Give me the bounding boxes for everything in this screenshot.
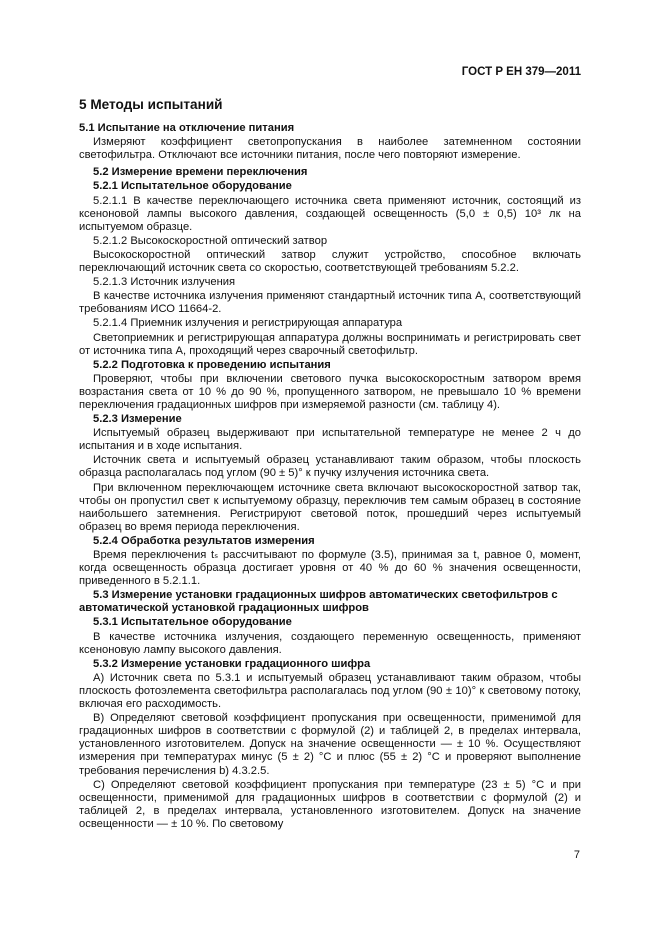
section-5-heading: 5 Методы испытаний [79, 97, 223, 112]
paragraph: Время переключения tₛ рассчитывают по формуле (3.5), принимая за t, равное 0, момент, когда освещенность образца достигает уровня от 40 % до 60 % значения освещенности, приведенного в 5.2.1.1. [79, 549, 581, 588]
paragraph: 5.2.1.1 В качестве переключающего источника света применяют источник, состоящий из ксеноновой лампы высокого давления, создающей освещенность (5,0 ± 0,5) 10³ лк на испытуемом образце. [79, 194, 581, 233]
section-5-2-1-heading: 5.2.1 Испытательное оборудование [93, 180, 292, 193]
standard-header: ГОСТ Р ЕН 379—2011 [461, 66, 581, 78]
paragraph: Высокоскоростной оптический затвор служит устройство, способное включать переключающий источник света со скоростью, соответствующей требованиям 5.2.2. [79, 248, 581, 275]
paragraph: 5.2.1.3 Источник излучения [93, 276, 236, 289]
paragraph: При включенном переключающем источнике света включают высокоскоростной затвор так, чтобы он пропустил свет к испытуемому образцу, переключив тем самым образец в состояние наибольшего затемнения. Регистрируют световой поток, прошедший через испытуемый образец во время периода переключения. [79, 481, 581, 533]
page-content [79, 98, 581, 832]
page-number: 7 [573, 849, 580, 861]
section-5-2-3-heading: 5.2.3 Измерение [93, 413, 182, 426]
paragraph: Светоприемник и регистрирующая аппаратура должны воспринимать и регистрировать свет от источника типа А, проходящий через сварочный светофильтр. [79, 331, 581, 357]
paragraph: 5.2.1.4 Приемник излучения и регистрирующая аппаратура [93, 317, 403, 330]
section-5-3-2-heading: 5.3.2 Измерение установки градационного шифра [93, 657, 371, 670]
section-5-3-heading: 5.3 Измерение установки градационных шифров автоматических светофильтров с автоматической установкой градационных шифров [79, 589, 558, 615]
paragraph: А) Источник света по 5.3.1 и испытуемый образец устанавливают таким образом, чтобы плоскость фотоэлемента светофильтра располагалась под углом (90 ± 10)° к световому потоку, включая его расходимость. [79, 671, 581, 711]
paragraph: С) Определяют световой коэффициент пропускания при температуре (23 ± 5) °С и при освещенности, применимой для градационных шифров в соответствии с формулой (2) и таблицей 2, в пределах интервала, установленного изготовителем. Допуск на значение освещенности — ± 10 %. По световому [79, 778, 581, 830]
section-5-3-1-heading: 5.3.1 Испытательное оборудование [93, 616, 292, 629]
paragraph: Измеряют коэффициент светопропускания в наиболее затемненном состоянии светофильтра. Отключают все источники питания, после чего повторяют измерение. [79, 136, 581, 162]
paragraph: Испытуемый образец выдерживают при испытательной температуре не менее 2 ч до испытания и в ходе испытания. [79, 427, 581, 453]
section-5-2-heading: 5.2 Измерение времени переключения [93, 166, 308, 179]
section-5-2-2-heading: 5.2.2 Подготовка к проведению испытания [93, 358, 331, 371]
section-5-1-heading: 5.1 Испытание на отключение питания [79, 122, 295, 135]
section-5-2-4-heading: 5.2.4 Обработка результатов измерения [93, 534, 315, 547]
paragraph: Источник света и испытуемый образец устанавливают таким образом, чтобы плоскость образца располагалась под углом (90 ± 5)° к пучку излучения источника света. [79, 454, 581, 480]
paragraph: В качестве источника излучения применяют стандартный источник типа А, соответствующий требованиям ИСО 11664-2. [79, 290, 581, 316]
paragraph: Проверяют, чтобы при включении светового пучка высокоскоростным затвором время возрастания света от 10 % до 90 %, пропущенного затвором, не превышало 10 % времени переключения градационных шифров при измеряемой разности (см. таблицу 4). [79, 372, 581, 411]
paragraph: В качестве источника излучения, создающего переменную освещенность, применяют ксеноновую лампу высокого давления. [79, 630, 581, 656]
paragraph: 5.2.1.2 Высокоскоростной оптический затвор [93, 234, 328, 247]
paragraph: B) Определяют световой коэффициент пропускания при освещенности, применимой для градационных шифров в соответствии с формулой (2) и таблицей 2, в пределах интервала, установленного изготовителем. Допуск на значение освещенности — ± 10 %. Осуществляют измерения при температурах минус (5 ± 2) °С и плюс (55 ± 2) °С и проверяют выполнение требования перечисления b) 4.3.2.5. [79, 712, 581, 777]
